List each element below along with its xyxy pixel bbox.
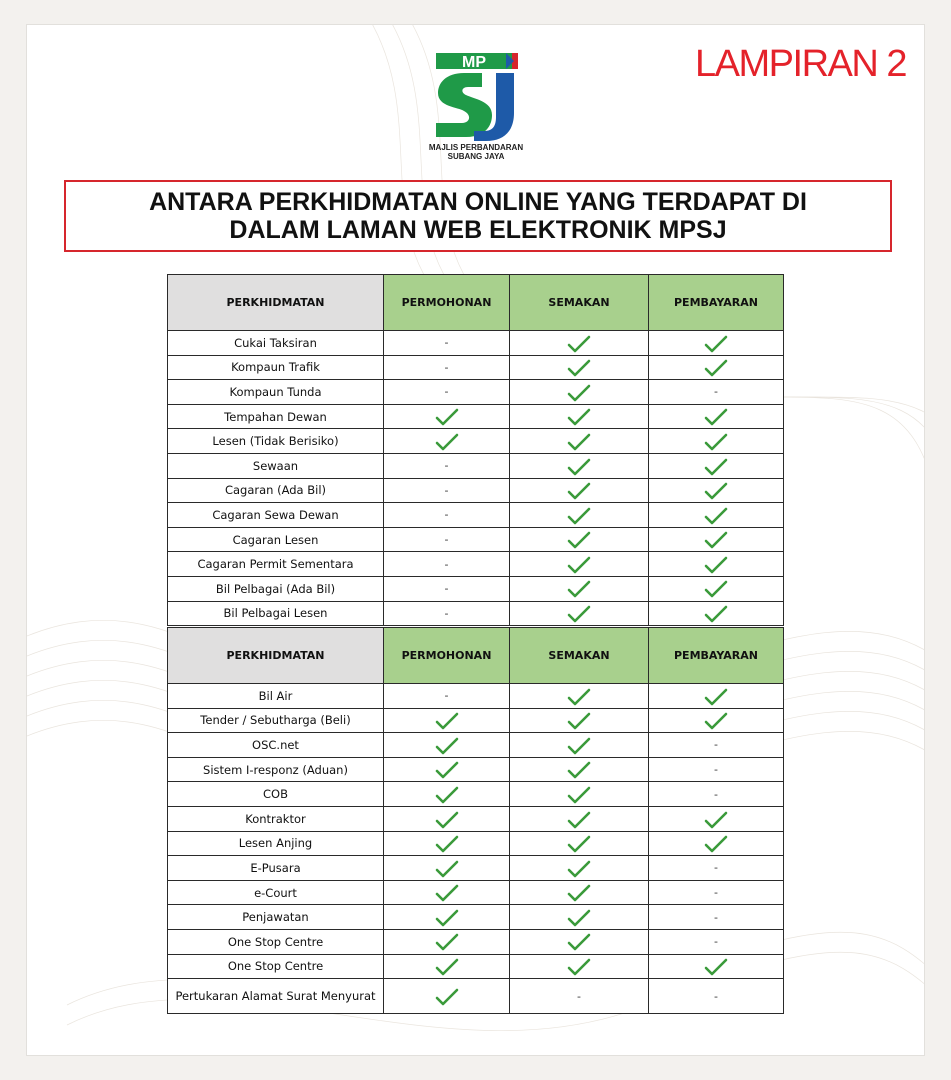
check-icon <box>510 404 649 429</box>
service-name: Lesen Anjing <box>168 831 384 856</box>
service-name: Bil Pelbagai (Ada Bil) <box>168 576 384 601</box>
check-icon <box>384 757 510 782</box>
table-row <box>168 954 784 979</box>
service-name: Sewaan <box>168 453 384 478</box>
check-icon <box>510 527 649 552</box>
dash-mark: - <box>649 856 784 881</box>
service-name: OSC.net <box>168 733 384 758</box>
service-name: Tempahan Dewan <box>168 404 384 429</box>
table-row <box>168 478 784 503</box>
service-name: Lesen (Tidak Berisiko) <box>168 429 384 454</box>
check-icon <box>510 708 649 733</box>
check-icon <box>649 576 784 601</box>
check-icon <box>649 806 784 831</box>
table-header-row <box>168 275 784 331</box>
check-icon <box>510 831 649 856</box>
check-icon <box>510 954 649 979</box>
service-name: Cagaran Permit Sementara <box>168 552 384 577</box>
check-icon <box>510 576 649 601</box>
dash-mark: - <box>384 478 510 503</box>
table-row <box>168 757 784 782</box>
dash-mark: - <box>384 601 510 626</box>
check-icon <box>649 552 784 577</box>
check-icon <box>510 757 649 782</box>
check-icon <box>649 429 784 454</box>
check-icon <box>649 831 784 856</box>
service-name: Kontraktor <box>168 806 384 831</box>
check-icon <box>384 856 510 881</box>
check-icon <box>510 552 649 577</box>
table-row <box>168 831 784 856</box>
check-icon <box>649 527 784 552</box>
check-icon <box>510 806 649 831</box>
table-header-row <box>168 628 784 684</box>
service-name: Penjawatan <box>168 905 384 930</box>
check-icon <box>384 905 510 930</box>
header-perkhidmatan: PERKHIDMATAN <box>168 628 384 684</box>
service-name: E-Pusara <box>168 856 384 881</box>
table-row <box>168 380 784 405</box>
table-row <box>168 355 784 380</box>
check-icon <box>649 355 784 380</box>
table-row <box>168 684 784 709</box>
header-perkhidmatan: PERKHIDMATAN <box>168 275 384 331</box>
title-line2: DALAM LAMAN WEB ELEKTRONIK MPSJ <box>229 216 727 244</box>
table-row <box>168 527 784 552</box>
table-row <box>168 979 784 1014</box>
header-pembayaran: PEMBAYARAN <box>649 275 784 331</box>
mpsj-logo <box>422 49 534 191</box>
check-icon <box>510 905 649 930</box>
check-icon <box>510 929 649 954</box>
dash-mark: - <box>384 527 510 552</box>
dash-mark: - <box>649 979 784 1014</box>
header-semakan: SEMAKAN <box>510 628 649 684</box>
check-icon <box>649 954 784 979</box>
service-name: Kompaun Tunda <box>168 380 384 405</box>
service-name: e-Court <box>168 880 384 905</box>
service-name: Cagaran (Ada Bil) <box>168 478 384 503</box>
dash-mark: - <box>649 905 784 930</box>
check-icon <box>384 954 510 979</box>
table-row <box>168 331 784 356</box>
services-table-2 <box>167 627 784 1014</box>
service-name: Sistem I-responz (Aduan) <box>168 757 384 782</box>
table-row <box>168 856 784 881</box>
check-icon <box>384 929 510 954</box>
check-icon <box>384 831 510 856</box>
services-table-1 <box>167 274 784 626</box>
dash-mark: - <box>384 503 510 528</box>
annex-label: LAMPIRAN 2 <box>695 43 906 85</box>
header-permohonan: PERMOHONAN <box>384 628 510 684</box>
header-pembayaran: PEMBAYARAN <box>649 628 784 684</box>
check-icon <box>510 880 649 905</box>
dash-mark: - <box>649 757 784 782</box>
service-name: Bil Pelbagai Lesen <box>168 601 384 626</box>
title-box <box>64 180 892 252</box>
table-row <box>168 905 784 930</box>
check-icon <box>649 453 784 478</box>
dash-mark: - <box>384 380 510 405</box>
dash-mark: - <box>649 733 784 758</box>
service-name: Cukai Taksiran <box>168 331 384 356</box>
dash-mark: - <box>384 331 510 356</box>
dash-mark: - <box>649 380 784 405</box>
table-row <box>168 929 784 954</box>
check-icon <box>384 708 510 733</box>
check-icon <box>649 503 784 528</box>
table-row <box>168 601 784 626</box>
table-row <box>168 503 784 528</box>
check-icon <box>649 708 784 733</box>
dash-mark: - <box>649 929 784 954</box>
check-icon <box>510 733 649 758</box>
check-icon <box>510 601 649 626</box>
table-row <box>168 708 784 733</box>
check-icon <box>510 503 649 528</box>
service-name: One Stop Centre <box>168 929 384 954</box>
document-page <box>26 24 925 1056</box>
check-icon <box>384 806 510 831</box>
service-name: Cagaran Sewa Dewan <box>168 503 384 528</box>
table-row <box>168 782 784 807</box>
dash-mark: - <box>384 684 510 709</box>
check-icon <box>510 782 649 807</box>
dash-mark: - <box>649 880 784 905</box>
check-icon <box>510 331 649 356</box>
check-icon <box>384 782 510 807</box>
dash-mark: - <box>384 576 510 601</box>
check-icon <box>649 478 784 503</box>
table-row <box>168 806 784 831</box>
dash-mark: - <box>384 355 510 380</box>
check-icon <box>510 355 649 380</box>
table-row <box>168 576 784 601</box>
service-name: Cagaran Lesen <box>168 527 384 552</box>
service-name: One Stop Centre <box>168 954 384 979</box>
service-name: COB <box>168 782 384 807</box>
check-icon <box>384 880 510 905</box>
table-row <box>168 404 784 429</box>
table-row <box>168 552 784 577</box>
check-icon <box>649 601 784 626</box>
service-name: Bil Air <box>168 684 384 709</box>
title-line1: ANTARA PERKHIDMATAN ONLINE YANG TERDAPAT DI <box>149 188 807 216</box>
table-row <box>168 733 784 758</box>
check-icon <box>649 404 784 429</box>
check-icon <box>510 478 649 503</box>
header-semakan: SEMAKAN <box>510 275 649 331</box>
dash-mark: - <box>384 453 510 478</box>
table-row <box>168 880 784 905</box>
logo-org-line2: SUBANG JAYA <box>447 152 505 161</box>
check-icon <box>384 733 510 758</box>
check-icon <box>384 404 510 429</box>
dash-mark: - <box>649 782 784 807</box>
dash-mark: - <box>384 552 510 577</box>
header-permohonan: PERMOHONAN <box>384 275 510 331</box>
service-name: Pertukaran Alamat Surat Menyurat <box>168 979 384 1014</box>
service-name: Kompaun Trafik <box>168 355 384 380</box>
table-row <box>168 429 784 454</box>
check-icon <box>649 684 784 709</box>
logo-caption <box>391 143 561 161</box>
check-icon <box>384 979 510 1014</box>
check-icon <box>649 331 784 356</box>
check-icon <box>510 684 649 709</box>
table-row <box>168 453 784 478</box>
svg-text:MP: MP <box>462 54 486 71</box>
check-icon <box>510 380 649 405</box>
check-icon <box>510 429 649 454</box>
dash-mark: - <box>510 979 649 1014</box>
check-icon <box>510 856 649 881</box>
check-icon <box>384 429 510 454</box>
logo-org-line1: MAJLIS PERBANDARAN <box>428 143 524 152</box>
check-icon <box>510 453 649 478</box>
service-name: Tender / Sebutharga (Beli) <box>168 708 384 733</box>
